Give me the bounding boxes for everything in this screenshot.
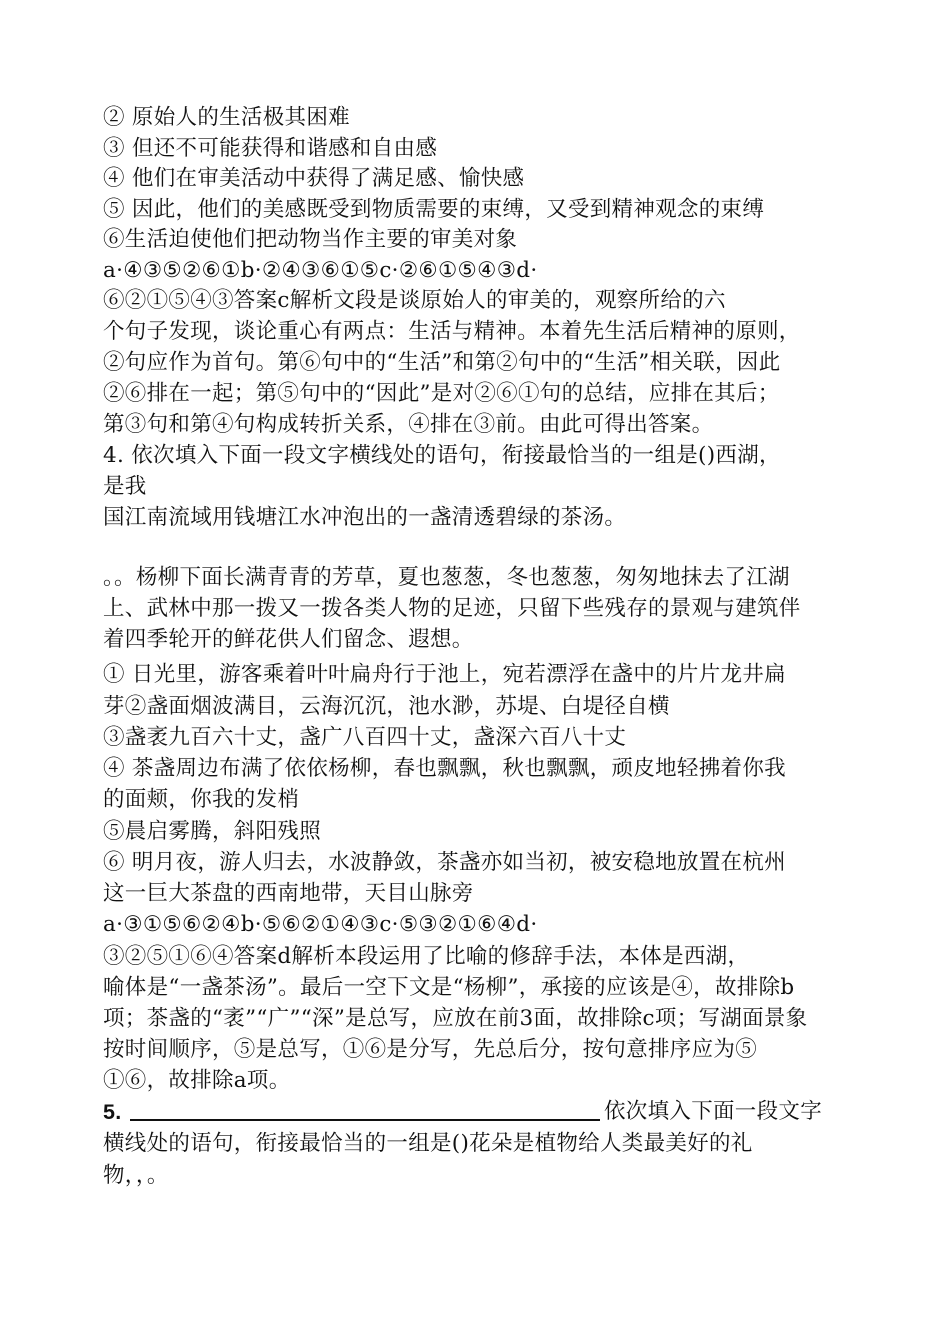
text-line: a·④③⑤②⑥①b·②④③⑥①⑤c·②⑥①⑤④③d· [103, 258, 538, 283]
text-line: ④ 他们在审美活动中获得了满足感、愉快感 [103, 166, 525, 191]
text-line: ②⑥排在一起；第⑤句中的“因此”是对②⑥①句的总结，应排在其后； [103, 381, 780, 406]
text-line: 按时间顺序，⑤是总写，①⑥是分写，先总后分，按句意排序应为⑤ [103, 1037, 758, 1062]
text-line: 第③句和第④句构成转折关系，④排在③前。由此可得出答案。 [103, 412, 714, 437]
text-line: ② 原始人的生活极其困难 [103, 105, 350, 130]
text-line: 物，，。 [103, 1163, 169, 1188]
text-line: ③②⑤①⑥④答案d解析本段运用了比喻的修辞手法，本体是西湖， [103, 944, 750, 969]
text-line: ⑥②①⑤④③答案c解析文段是谈原始人的审美的，观察所给的六 [103, 288, 726, 313]
text-line: 国江南流域用钱塘江水冲泡出的一盏清透碧绿的茶汤。 [103, 505, 627, 530]
text-line: 个句子发现，谈论重心有两点：生活与精神。本着先生活后精神的原则， [103, 319, 801, 344]
text-line: 。。杨柳下面长满青青的芳草，夏也葱葱，冬也葱葱，匆匆地抹去了江湖 [103, 565, 790, 590]
text-line: 上、武林中那一拨又一拨各类人物的足迹，只留下些残存的景观与建筑伴 [103, 596, 801, 621]
text-line: 这一巨大茶盘的西南地带，天目山脉旁 [103, 881, 474, 906]
text-line: 芽②盏面烟波满目，云海沉沉，池水渺，苏堤、白堤径自横 [103, 694, 670, 719]
text-line: ③盏袤九百六十丈，盏广八百四十丈，盏深六百八十丈 [103, 725, 627, 750]
text-line: 着四季轮开的鲜花供人们留念、遐想。 [103, 627, 474, 652]
text-line: ⑥ 明月夜，游人归去，水波静敛，茶盏亦如当初，被安稳地放置在杭州 [103, 850, 786, 875]
text-line: ③ 但还不可能获得和谐感和自由感 [103, 136, 438, 161]
text-line: ⑤晨启雾腾，斜阳残照 [103, 819, 322, 844]
text-line: 横线处的语句，衔接最恰当的一组是()花朵是植物给人类最美好的礼 [103, 1131, 753, 1156]
text-line: ①⑥，故排除a项。 [103, 1068, 291, 1093]
question-5-number: 5. [103, 1100, 122, 1124]
text-line: ②句应作为首句。第⑥句中的“生活”和第②句中的“生活”相关联，因此 [103, 350, 781, 375]
text-line: ⑥生活迫使他们把动物当作主要的审美对象 [103, 227, 518, 252]
text-line: 的面颊，你我的发梢 [103, 787, 300, 812]
text-line: a·③①⑤⑥②④b·⑤⑥②①④③c·⑤③②①⑥④d· [103, 912, 538, 937]
text-line: 项；茶盏的“袤”“广”“深”是总写，应放在前3面，故排除c项；写湖面景象 [103, 1006, 808, 1031]
text-line: 是我 [103, 474, 147, 499]
text-line: ④ 茶盏周边布满了依依杨柳，春也飘飘，秋也飘飘，顽皮地轻拂着你我 [103, 756, 786, 781]
answer-blank-line [130, 1119, 600, 1121]
question-5-heading: 依次填入下面一段文字 [604, 1099, 823, 1124]
text-line: ⑤ 因此，他们的美感既受到物质需要的束缚，又受到精神观念的束缚 [103, 197, 765, 222]
text-line: 喻体是“一盏茶汤”。最后一空下文是“杨柳”，承接的应该是④，故排除b [103, 975, 795, 1000]
question-4-heading: 4. 依次填入下面一段文字横线处的语句，衔接最恰当的一组是()西湖， [103, 443, 781, 468]
text-line: ① 日光里，游客乘着叶叶扁舟行于池上，宛若漂浮在盏中的片片龙井扁 [103, 662, 786, 687]
